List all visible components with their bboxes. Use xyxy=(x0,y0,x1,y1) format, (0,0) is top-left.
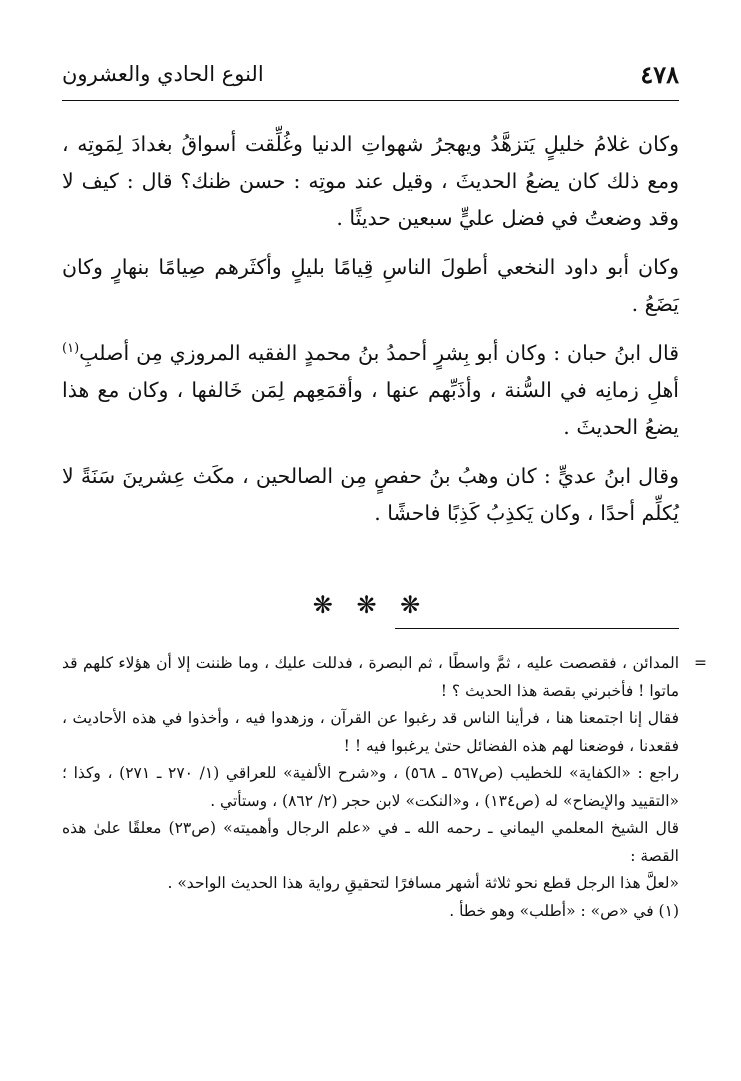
paragraph-wahb-ibn-hafs: وقال ابنُ عديٍّ : كان وهبُ بنُ حفصٍ مِن الصالحين ، مكَث عِشرينَ سَنَةً لا يُكلِّم أحدًا ، وكان يَكذِبُ كَذِبًا فاحشًا . xyxy=(62,464,679,525)
chapter-title: النوع الحادي والعشرون xyxy=(62,62,264,86)
footnote-1: (١) في «ص» : «أطلب» وهو خطأ . xyxy=(449,901,679,920)
footnotes xyxy=(62,650,707,925)
footnote-continuation-mark: = xyxy=(694,654,707,672)
running-header xyxy=(62,58,679,101)
footnote-line: «لعلَّ هذا الرجل قطع نحو ثلاثة أشهر مسافرًا لتحقيقِ رواية هذا الحديث الواحد» . xyxy=(167,874,679,892)
footnote-line: المدائن ، فقصصت عليه ، ثمَّ واسطًا ، ثم البصرة ، فدللت عليك ، وما ظننت إلا أن هؤلاء كلهم قد ماتوا ! فأخبرني بقصة هذا الحديث ؟ ! xyxy=(62,654,679,700)
footnote-line: قال الشيخ المعلمي اليماني ـ رحمه الله ـ في «علم الرجال وأهميته» (ص٢٣) معلقًا علىٰ هذه القصة : xyxy=(62,819,679,865)
main-text xyxy=(62,126,679,544)
footnote-line: فقال إنا اجتمعنا هنا ، فرأينا الناس قد رغبوا عن القرآن ، وزهدوا فيه ، وأخذوا في هذه الأحاديث ، فقعدنا ، فوضعنا لهم هذه الفضائل حتىٰ يرغبوا فيه ! ! xyxy=(62,709,679,755)
paragraph-abu-bishr-start: قال ابنُ حبان : وكان أبو بِشرٍ أحمدُ بنُ محمدٍ الفقيه المروزي مِن أصلبِ xyxy=(79,341,679,365)
paragraph-abu-bishr-end: أهلِ زمانِه في السُّنة ، وأذَبِّهم عنها ، وأقمَعِهم لِمَن خَالفها ، وكان مع هذا يضعُ الحديثَ . xyxy=(62,378,679,439)
page-number: ٤٧٨ xyxy=(640,60,679,89)
paragraph-abu-bishr xyxy=(62,335,679,446)
footnote-reference: (١) xyxy=(62,341,80,357)
footnote-line: راجع : «الكفاية» للخطيب (ص٥٦٧ ـ ٥٦٨) ، و«شرح الألفية» للعراقي (١/ ٢٧٠ ـ ٢٧١) ، وكذا ؛ «التقييد والإيضاح» له (ص١٣٤) ، و«النكت» لابن حجر (٢/ ٨٦٢) ، وستأتي . xyxy=(62,764,679,810)
paragraph-ghulam-khalil: وكان غلامُ خليلٍ يَتزهَّدُ ويهجرُ شهواتِ الدنيا وغُلِّقت أسواقُ بغدادَ لِمَوتِه ، ومع ذلك كان يضعُ الحديثَ ، وقيل عند موتِه : حسن ظنك؟ قال : كيف لا وقد وضعتُ في فضل عليٍّ سبعين حديثًا . xyxy=(62,132,679,230)
paragraph-abu-dawud-nakhai: وكان أبو داود النخعي أطولَ الناسِ قِيامًا بليلٍ وأكثَرهم صِيامًا بنهارٍ وكان يَضَعُ . xyxy=(62,255,679,316)
section-separator: ❋ ❋ ❋ xyxy=(312,591,429,619)
footnote-divider xyxy=(395,628,679,629)
